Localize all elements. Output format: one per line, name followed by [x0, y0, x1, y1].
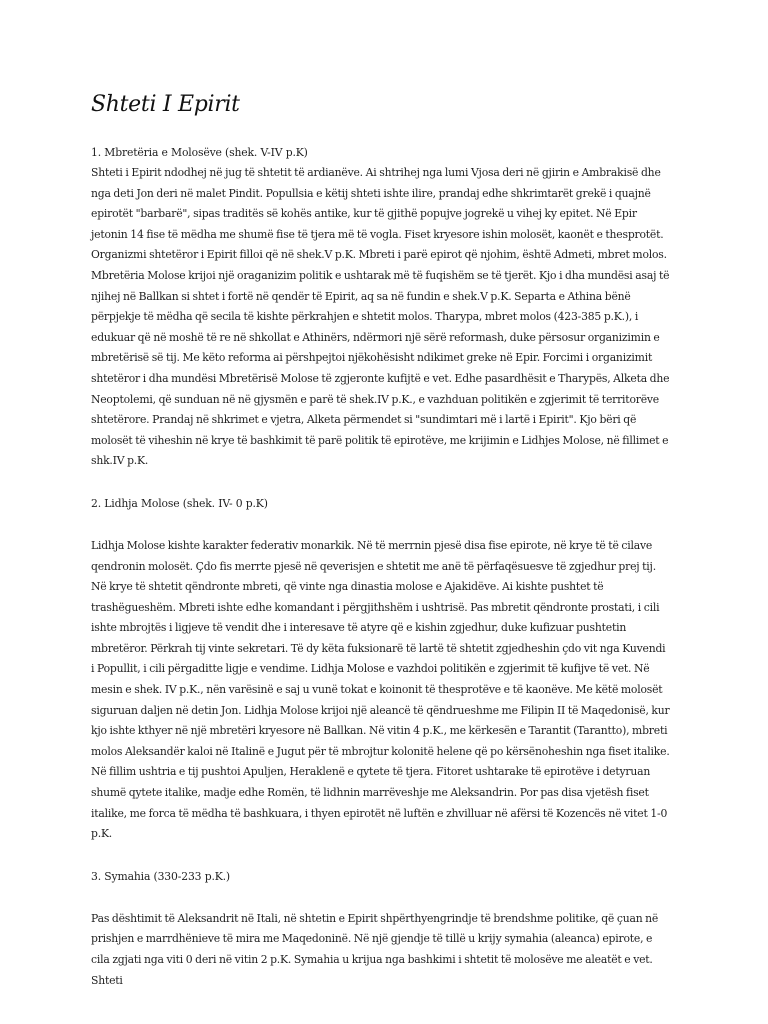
section-spacer: [91, 472, 671, 494]
section-paragraph: Lidhja Molose kishte karakter federativ monarkik. Në të merrnin pjesë disa fise epirote, në krye të të cilave qendronin molosët. Çdo fis merrte pjesë në qeverisjen e shtetit me anë të përfaqësuesve të zgjedhur prej tij. Në krye të shtetit qëndronte mbreti, që vinte nga dinastia molose e Ajakidëve. Ai kishte pushtet të trashëgueshëm. Mbreti ishte edhe komandant i përgjithshëm i ushtrisë. Pas mbretit qëndronte prostati, i cili ishte mbrojtës i ligjeve të vendit dhe i interesave të atyre që e kishin zgjedhur, duke kufizuar pushtetin mbretëror. Përkrah tij vinte sekretari. Të dy këta fuksionarë të lartë të shtetit zgjedheshin çdo vit nga Kuvendi i Popullit, i cili përgaditte ligje e vendime. Lidhja Molose e vazhdoi politikën e zgjerimit të kufijve të vet. Në mesin e shek. IV p.K., nën varësinë e saj u vunë tokat e koinonit të thesprotëve e të kaonëve. Me këtë molosët siguruan daljen në detin Jon. Lidhja Molose krijoi një aleancë të qëndrueshme me Filipin II të Maqedonisë, kur kjo ishte kthyer në një mbretëri kryesore në Ballkan. Në vitin 4 p.K., me kërkesën e Tarantit (Tarantto), mbreti molos Aleksandër kaloi në Italinë e Jugut për të mbrojtur kolonitë helene që po kërsënoheshin nga fiset italike. Në fillim ushtria e tij pushtoi Apuljen, Heraklenë e qytete të tjera. Fitoret ushtarake të epirotëve i detyruan shumë qytete italike, madje edhe Romën, të lidhnin marrëveshje me Aleksandrin. Por pas disa vjetësh fiset italike, me forca të mëdha të bashkuara, i thyen epirotët në luftën e zhvilluar në afërsi të Kozencës në vitet 1-0 p.K.: [91, 538, 670, 841]
heading-spacer: [91, 887, 671, 909]
section-spacer: [91, 845, 671, 867]
section-molossian-league: [91, 494, 671, 845]
section-paragraph: Shteti i Epirit ndodhej në jug të shtetit të ardianëve. Ai shtrihej nga lumi Vjosa deri në gjirin e Ambrakisë dhe nga deti Jon deri në malet Pindit. Popullsia e këtij shteti ishte ilire, prandaj edhe shkrimtarët grekë i quajnë epirotët "barbarë", sipas traditës së kohës antike, kur të gjithë popujve jogrekë u vihej ky epitet. Në Epir jetonin 14 fise të mëdha me shumë fise të tjera më të vogla. Fiset kryesore ishin molosët, kaonët e thesprotët. Organizmi shtetëror i Epirit filloi që në shek.V p.K. Mbreti i parë epirot që njohim, është Admeti, mbret molos. Mbretëria Molose krijoi një oraganizim politik e ushtarak më të fuqishëm se të tjerët. Kjo i dha mundësi asaj të njihej në Ballkan si shtet i fortë në qendër të Epirit, aq sa në fundin e shek.V p.K. Separta e Athina bënë përpjekje të mëdha që secila të kishte përkrahjen e shtetit molos. Tharypa, mbret molos (423-385 p.K.), i edukuar që në moshë të re në shkollat e Athinërs, ndërmori një sërë reformash, duke përsosur organizimin e mbretërisë së tij. Me këto reforma ai përshpejtoi njëkohësisht ndikimet greke në Epir. Forcimi i organizimit shtetëror i dha mundësi Mbretërisë Molose të zgjeronte kufijtë e vet. Edhe pasardhësit e Tharypës, Alketa dhe Neoptolemi, që sunduan në në gjysmën e parë të shek.IV p.K., e vazhduan politikën e zgjerimit të territorëve shtetërore. Prandaj në shkrimet e vjetra, Alketa përmendet si "sundimtari më i lartë i Epirit". Kjo bëri që molosët të viheshin në krye të bashkimit të parë politik të epirotëve, me krijimin e Lidhjes Molose, në fillimet e shk.IV p.K.: [91, 166, 670, 468]
section-heading: 3. Symahia (330-233 p.K.): [91, 869, 230, 883]
section-symmachia: [91, 867, 671, 991]
document-title: Shteti I Epirit: [91, 92, 240, 117]
section-paragraph: Pas dështimit të Aleksandrit në Itali, në shtetin e Epirit shpërthyengrindje të brendshme politike, që çuan në prishjen e marrdhënieve të mira me Maqedoninë. Në një gjendje të tillë u krijу symahia (aleanca) epirote, e cila zgjati nga viti 0 deri në vitin 2 p.K. Symahia u krijua nga bashkimi i shtetit të molosëve me aleatët e vet. Shteti: [91, 911, 659, 987]
section-heading: 2. Lidhja Molose (shek. IV- 0 p.K): [91, 496, 268, 510]
document-content: [91, 92, 671, 991]
section-heading: 1. Mbretëria e Molosëve (shek. V-IV p.K): [91, 146, 308, 159]
section-molossian-kingdom: [91, 143, 671, 472]
heading-spacer: [91, 514, 671, 536]
